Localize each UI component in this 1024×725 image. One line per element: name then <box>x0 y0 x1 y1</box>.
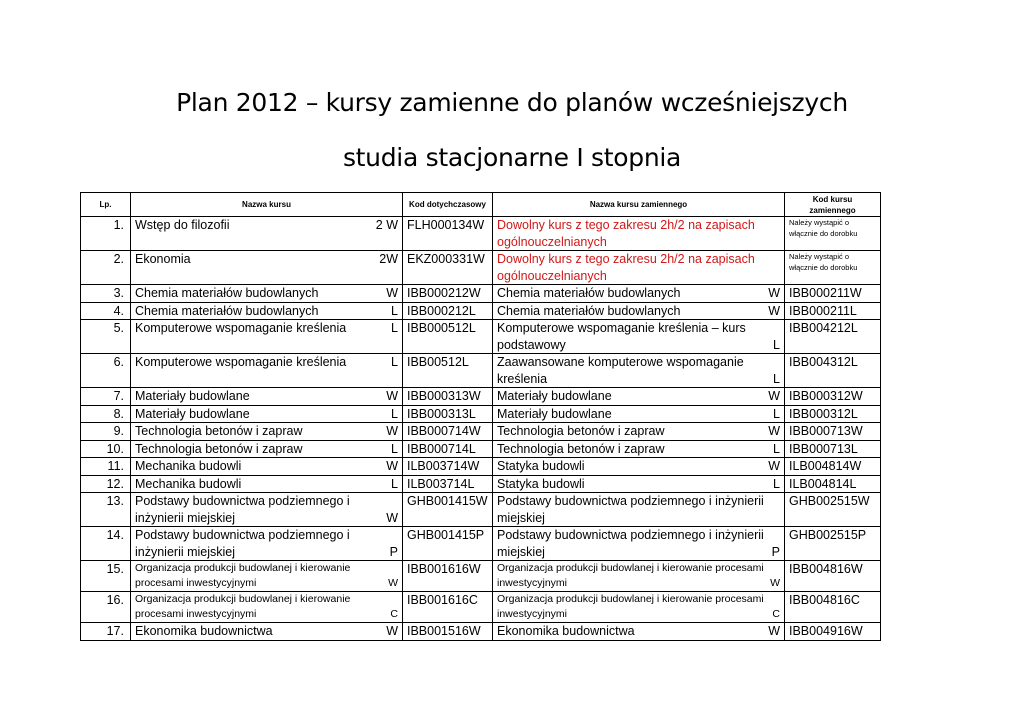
replacement-name-cell <box>493 423 785 441</box>
replacement-name: Ekonomika budownictwa <box>497 624 635 638</box>
current-code: ILB003714L <box>403 475 493 493</box>
course-form: L <box>391 406 398 421</box>
course-form: 2 W <box>375 218 398 232</box>
row-number: 7. <box>81 388 131 406</box>
course-name-cell <box>131 440 403 458</box>
course-form: W <box>386 459 398 473</box>
current-code: ILB003714W <box>403 458 493 476</box>
row-number: 8. <box>81 405 131 423</box>
row-number: 4. <box>81 302 131 320</box>
current-code: EKZ000331W <box>403 251 493 285</box>
replacement-code: IBB000211W <box>785 285 881 303</box>
row-number: 15. <box>81 561 131 592</box>
replacement-name: Dowolny kurs z tego zakresu 2h/2 na zapisach ogólnouczelnianych <box>497 252 755 283</box>
course-name-cell <box>131 527 403 561</box>
replacement-form: W <box>768 424 780 438</box>
row-number: 14. <box>81 527 131 561</box>
current-code: IBB000714L <box>403 440 493 458</box>
replacement-code: IBB004312L <box>785 354 881 388</box>
table-row <box>81 320 881 354</box>
course-name: Technologia betonów i zapraw <box>135 424 303 438</box>
replacement-name-cell <box>493 561 785 592</box>
replacement-code: IBB004916W <box>785 623 881 641</box>
replacement-form: W <box>768 303 780 318</box>
replacement-code: IBB004816C <box>785 592 881 623</box>
course-name-cell <box>131 592 403 623</box>
replacement-code: Należy wystąpić o włącznie do dorobku <box>785 251 881 285</box>
replacement-name-cell <box>493 623 785 641</box>
table-row <box>81 458 881 476</box>
replacement-name: Komputerowe wspomaganie kreślenia – kurs podstawowy <box>497 321 746 352</box>
table-row <box>81 623 881 641</box>
row-number: 12. <box>81 475 131 493</box>
course-form: L <box>391 355 398 369</box>
replacement-name: Chemia materiałów budowlanych <box>497 286 681 300</box>
row-number: 2. <box>81 251 131 285</box>
replacement-name-cell <box>493 527 785 561</box>
replacement-code: ILB004814L <box>785 475 881 493</box>
replacement-name: Podstawy budownictwa podziemnego i inżynierii miejskiej <box>497 528 764 559</box>
replacement-code: ILB004814W <box>785 458 881 476</box>
replacement-name: Statyka budowli <box>497 459 585 473</box>
replacement-name-cell <box>493 302 785 320</box>
replacement-form: W <box>768 389 780 403</box>
row-number: 9. <box>81 423 131 441</box>
table-row <box>81 302 881 320</box>
current-code: IBB000714W <box>403 423 493 441</box>
course-name-cell <box>131 561 403 592</box>
replacement-name-cell <box>493 440 785 458</box>
table-row <box>81 388 881 406</box>
header-lp: Lp. <box>81 193 131 217</box>
replacement-form: W <box>768 286 780 300</box>
replacement-name: Podstawy budownictwa podziemnego i inżynierii miejskiej <box>497 494 764 525</box>
table-row <box>81 251 881 285</box>
replacement-name-cell <box>493 493 785 527</box>
table-row <box>81 440 881 458</box>
course-name-cell <box>131 320 403 354</box>
replacement-code: IBB004816W <box>785 561 881 592</box>
replacement-form: W <box>768 459 780 473</box>
replacement-name: Organizacja produkcji budowlanej i kierowanie procesami inwestycyjnymi <box>497 562 764 589</box>
course-name: Ekonomia <box>135 252 191 266</box>
course-name: Komputerowe wspomaganie kreślenia <box>135 321 347 335</box>
course-name-cell <box>131 388 403 406</box>
replacement-name-cell <box>493 217 785 251</box>
replacement-code: GHB002515P <box>785 527 881 561</box>
current-code: IBB000512L <box>403 320 493 354</box>
course-form: L <box>391 476 398 491</box>
replacement-name: Materiały budowlane <box>497 389 612 403</box>
table-row <box>81 405 881 423</box>
replacement-name-cell <box>493 285 785 303</box>
current-code: IBB000313L <box>403 405 493 423</box>
table-row <box>81 592 881 623</box>
replacement-name: Materiały budowlane <box>497 406 612 421</box>
replacement-name-cell <box>493 320 785 354</box>
replacement-form: L <box>773 406 780 421</box>
page-title: Plan 2012 – kursy zamienne do planów wcześniejszych <box>176 88 848 117</box>
replacement-code: IBB000713L <box>785 440 881 458</box>
row-number: 10. <box>81 440 131 458</box>
course-name-cell <box>131 475 403 493</box>
table-row <box>81 354 881 388</box>
replacement-form: W <box>770 577 780 589</box>
replacement-name-cell <box>493 592 785 623</box>
table-row <box>81 493 881 527</box>
course-name: Komputerowe wspomaganie kreślenia <box>135 355 347 369</box>
replacement-name: Dowolny kurs z tego zakresu 2h/2 na zapisach ogólnouczelnianych <box>497 218 755 249</box>
course-name-cell <box>131 302 403 320</box>
course-name-cell <box>131 217 403 251</box>
course-form: W <box>386 510 398 525</box>
table-row <box>81 527 881 561</box>
course-form: W <box>386 286 398 300</box>
page-subtitle: studia stacjonarne I stopnia <box>342 143 682 172</box>
course-name-cell <box>131 405 403 423</box>
course-form: W <box>386 389 398 403</box>
course-name-cell <box>131 285 403 303</box>
course-form: C <box>390 608 398 620</box>
course-form: W <box>386 624 398 638</box>
current-code: IBB001616W <box>403 561 493 592</box>
replacement-name-cell <box>493 354 785 388</box>
table-row <box>81 423 881 441</box>
table-row <box>81 217 881 251</box>
course-name: Materiały budowlane <box>135 389 250 403</box>
header-replacement-code: Kod kursu zamiennego <box>785 193 881 217</box>
replacement-form: C <box>772 608 780 620</box>
replacement-code: IBB004212L <box>785 320 881 354</box>
replacement-code: IBB000312W <box>785 388 881 406</box>
course-form: W <box>388 577 398 589</box>
current-code: IBB001516W <box>403 623 493 641</box>
current-code: IBB00512L <box>403 354 493 388</box>
header-current-code: Kod dotychczasowy <box>403 193 493 217</box>
row-number: 17. <box>81 623 131 641</box>
row-number: 6. <box>81 354 131 388</box>
course-form: L <box>391 441 398 456</box>
replacement-name: Technologia betonów i zapraw <box>497 441 665 456</box>
current-code: IBB000212L <box>403 302 493 320</box>
course-name: Organizacja produkcji budowlanej i kierowanie procesami inwestycyjnymi <box>135 593 351 620</box>
table-header-row <box>81 193 881 217</box>
current-code: FLH000134W <box>403 217 493 251</box>
course-name-cell <box>131 251 403 285</box>
replacement-code: IBB000312L <box>785 405 881 423</box>
replacement-form: L <box>773 371 780 386</box>
replacement-name: Chemia materiałów budowlanych <box>497 303 681 318</box>
current-code: GHB001415W <box>403 493 493 527</box>
replacement-name-cell <box>493 405 785 423</box>
course-form: L <box>391 303 398 318</box>
course-form: P <box>389 544 398 559</box>
course-name: Mechanika budowli <box>135 476 242 491</box>
row-number: 3. <box>81 285 131 303</box>
course-name-cell <box>131 623 403 641</box>
course-name: Chemia materiałów budowlanych <box>135 286 319 300</box>
replacement-name-cell <box>493 458 785 476</box>
row-number: 1. <box>81 217 131 251</box>
table-row <box>81 285 881 303</box>
replacement-code: IBB000211L <box>785 302 881 320</box>
replacement-form: L <box>773 476 780 491</box>
current-code: GHB001415P <box>403 527 493 561</box>
course-name: Mechanika budowli <box>135 459 242 473</box>
course-name: Technologia betonów i zapraw <box>135 441 303 456</box>
course-form: W <box>386 424 398 438</box>
replacement-name: Statyka budowli <box>497 476 585 491</box>
replacement-courses-table <box>80 192 881 641</box>
replacement-name-cell <box>493 388 785 406</box>
replacement-form: L <box>773 337 780 352</box>
current-code: IBB001616C <box>403 592 493 623</box>
course-name-cell <box>131 423 403 441</box>
course-name: Wstęp do filozofii <box>135 218 230 232</box>
replacement-name: Organizacja produkcji budowlanej i kierowanie procesami inwestycyjnymi <box>497 593 764 620</box>
row-number: 5. <box>81 320 131 354</box>
replacement-name-cell <box>493 475 785 493</box>
course-form: 2W <box>379 252 398 266</box>
replacement-name-cell <box>493 251 785 285</box>
replacement-name: Technologia betonów i zapraw <box>497 424 665 438</box>
course-form: L <box>391 321 398 335</box>
replacement-name: Zaawansowane komputerowe wspomaganie kreślenia <box>497 355 744 386</box>
row-number: 13. <box>81 493 131 527</box>
row-number: 16. <box>81 592 131 623</box>
course-name-cell <box>131 458 403 476</box>
course-name: Podstawy budownictwa podziemnego i inżynierii miejskiej <box>135 528 350 559</box>
course-name: Organizacja produkcji budowlanej i kierowanie procesami inwestycyjnymi <box>135 562 351 589</box>
table-row <box>81 561 881 592</box>
replacement-code: GHB002515W <box>785 493 881 527</box>
replacement-form: P <box>771 544 780 559</box>
row-number: 11. <box>81 458 131 476</box>
replacement-code: IBB000713W <box>785 423 881 441</box>
replacement-form: L <box>773 441 780 456</box>
replacement-code: Należy wystąpić o włącznie do dorobku <box>785 217 881 251</box>
course-name: Podstawy budownictwa podziemnego i inżynierii miejskiej <box>135 494 350 525</box>
course-name-cell <box>131 354 403 388</box>
replacement-form: W <box>768 624 780 638</box>
header-course-name: Nazwa kursu <box>131 193 403 217</box>
course-name: Ekonomika budownictwa <box>135 624 273 638</box>
course-name: Chemia materiałów budowlanych <box>135 303 319 318</box>
table-body <box>81 217 881 641</box>
current-code: IBB000212W <box>403 285 493 303</box>
current-code: IBB000313W <box>403 388 493 406</box>
header-replacement-name: Nazwa kursu zamiennego <box>493 193 785 217</box>
table-row <box>81 475 881 493</box>
course-name: Materiały budowlane <box>135 406 250 421</box>
course-name-cell <box>131 493 403 527</box>
